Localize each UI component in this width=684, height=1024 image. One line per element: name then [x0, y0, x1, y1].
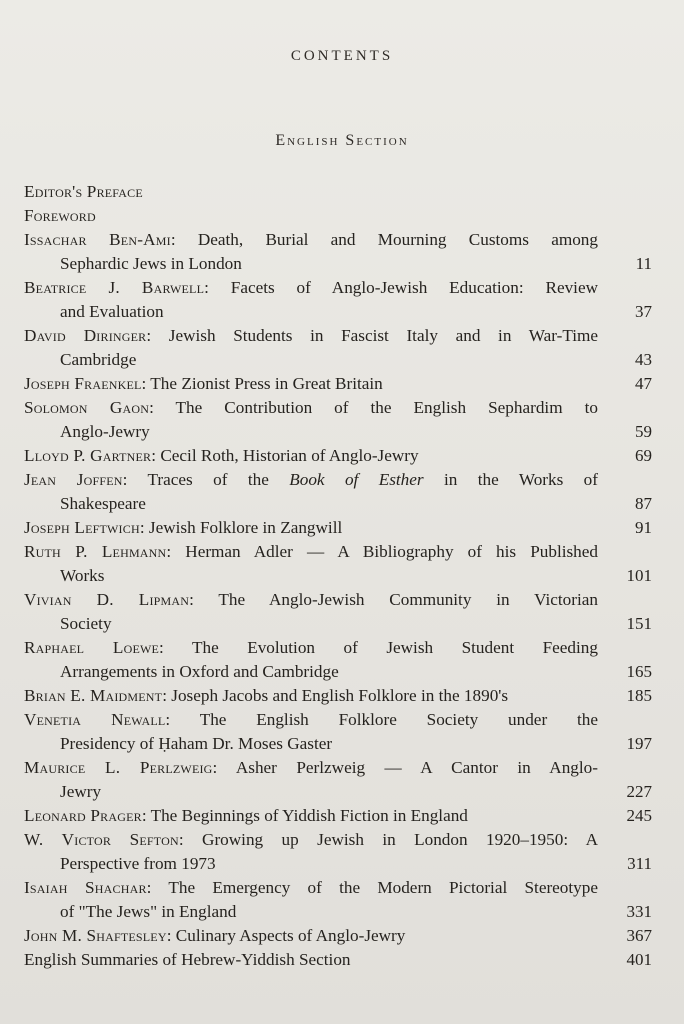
toc-page-number: 151	[626, 614, 652, 633]
toc-title: : Cecil Roth, Historian of Anglo-Jewry	[151, 446, 419, 465]
toc-author: Isaiah Shachar	[24, 878, 147, 897]
toc-page-number: 43	[635, 350, 652, 369]
toc-title: : Growing up Jewish in London 1920–1950: A	[178, 830, 598, 849]
toc-title: : The English Folklore Society under the	[165, 710, 598, 729]
toc-entry	[24, 684, 654, 708]
toc-author: David Diringer	[24, 326, 147, 345]
toc-entry	[24, 804, 654, 828]
toc-author: Editor's Preface	[24, 182, 143, 201]
toc-author: W. Victor Sefton	[24, 830, 179, 849]
toc-entry-english-summaries	[24, 948, 654, 972]
toc-author: Jean Joffen	[24, 470, 123, 489]
toc-title-continued: Sephardic Jews in London	[60, 254, 242, 273]
toc-title: in the Works of	[423, 470, 599, 489]
toc-title: : Death, Burial and Mourning Customs among	[170, 230, 598, 249]
toc-author: Lloyd P. Gartner	[24, 446, 152, 465]
toc-author: Ruth P. Lehmann	[24, 542, 167, 561]
toc-entry	[24, 372, 654, 396]
toc-author: Brian E. Maidment	[24, 686, 163, 705]
toc-title-continued: Perspective from 1973	[60, 854, 216, 873]
toc-entry	[24, 444, 654, 468]
toc-entry	[24, 396, 654, 444]
toc-author: Solomon Gaon	[24, 398, 150, 417]
toc-page-number: 37	[635, 302, 652, 321]
toc-title: : The Beginnings of Yiddish Fiction in England	[141, 806, 468, 825]
toc-page-number: 311	[627, 854, 652, 873]
toc-entry	[24, 324, 654, 372]
toc-entry	[24, 468, 654, 516]
toc-title-continued: Arrangements in Oxford and Cambridge	[60, 662, 339, 681]
toc-title: : Jewish Folklore in Zangwill	[139, 518, 343, 537]
toc-author: Maurice L. Perlzweig	[24, 758, 213, 777]
toc-page-number: 245	[626, 806, 652, 825]
toc-title: : Culinary Aspects of Anglo-Jewry	[166, 926, 406, 945]
toc-title-continued: Jewry	[60, 782, 102, 801]
toc-title: English Summaries of Hebrew-Yiddish Section	[24, 950, 351, 969]
contents-title: CONTENTS	[290, 48, 394, 64]
toc-title: : Joseph Jacobs and English Folklore in the 1890's	[162, 686, 509, 705]
toc-entry	[24, 516, 654, 540]
toc-entry	[24, 876, 654, 924]
toc-page-number: 185	[626, 686, 652, 705]
toc-title-continued: Shakespeare	[60, 494, 146, 513]
toc-entry	[24, 228, 654, 276]
toc-title: : The Contribution of the English Sephardim to	[149, 398, 598, 417]
toc-title-continued: of "The Jews" in England	[60, 902, 237, 921]
toc-author: Joseph Fraenkel	[24, 374, 142, 393]
toc-entry	[24, 588, 654, 636]
toc-title: : The Anglo-Jewish Community in Victorian	[189, 590, 598, 609]
table-of-contents	[24, 180, 654, 972]
toc-page-number: 47	[635, 374, 652, 393]
toc-entry	[24, 756, 654, 804]
toc-title-continued: Anglo-Jewry	[60, 422, 150, 441]
toc-title-continued: Cambridge	[60, 350, 137, 369]
toc-entry	[24, 540, 654, 588]
toc-entry	[24, 636, 654, 684]
toc-page-number: 91	[635, 518, 652, 537]
toc-author: Beatrice J. Barwell	[24, 278, 205, 297]
toc-author: Joseph Leftwich	[24, 518, 140, 537]
toc-entry	[24, 828, 654, 876]
toc-page-number: 227	[626, 782, 652, 801]
toc-page-number: 401	[626, 950, 652, 969]
toc-page-number: 69	[635, 446, 652, 465]
toc-title-continued: and Evaluation	[60, 302, 164, 321]
toc-author: Issachar Ben-Ami	[24, 230, 171, 249]
toc-entry-editors-preface	[24, 180, 654, 204]
toc-page-number: 331	[626, 902, 652, 921]
toc-title-continued: Society	[60, 614, 112, 633]
toc-title: : Facets of Anglo-Jewish Education: Review	[204, 278, 598, 297]
toc-entry	[24, 924, 654, 948]
toc-author: John M. Shaftesley	[24, 926, 167, 945]
toc-page-number: 165	[626, 662, 652, 681]
toc-entry	[24, 708, 654, 756]
toc-page-number: 197	[626, 734, 652, 753]
toc-title-italic: Book of Esther	[289, 470, 424, 489]
toc-title: : Traces of the	[122, 470, 290, 489]
toc-author: Leonard Prager	[24, 806, 142, 825]
toc-author: Foreword	[24, 206, 96, 225]
toc-title: : Asher Perlzweig — A Cantor in Anglo-	[212, 758, 598, 777]
toc-entry-foreword	[24, 204, 654, 228]
toc-author: Raphael Loewe	[24, 638, 160, 657]
toc-page-number: 59	[635, 422, 652, 441]
toc-author: Vivian D. Lipman	[24, 590, 190, 609]
toc-page-number: 101	[626, 566, 652, 585]
toc-title-continued: Presidency of Ḥaham Dr. Moses Gaster	[60, 734, 333, 753]
toc-page-number: 11	[635, 254, 652, 273]
toc-page-number: 87	[635, 494, 652, 513]
toc-title: : The Evolution of Jewish Student Feeding	[159, 638, 598, 657]
toc-title: : Herman Adler — A Bibliography of his Published	[166, 542, 598, 561]
toc-title: : Jewish Students in Fascist Italy and in War-Time	[146, 326, 598, 345]
toc-author: Venetia Newall	[24, 710, 166, 729]
toc-title: : The Emergency of the Modern Pictorial Stereotype	[146, 878, 598, 897]
toc-title: : The Zionist Press in Great Britain	[141, 374, 383, 393]
toc-title-continued: Works	[60, 566, 105, 585]
toc-entry	[24, 276, 654, 324]
toc-page-number: 367	[626, 926, 652, 945]
section-heading: English Section	[275, 132, 409, 149]
